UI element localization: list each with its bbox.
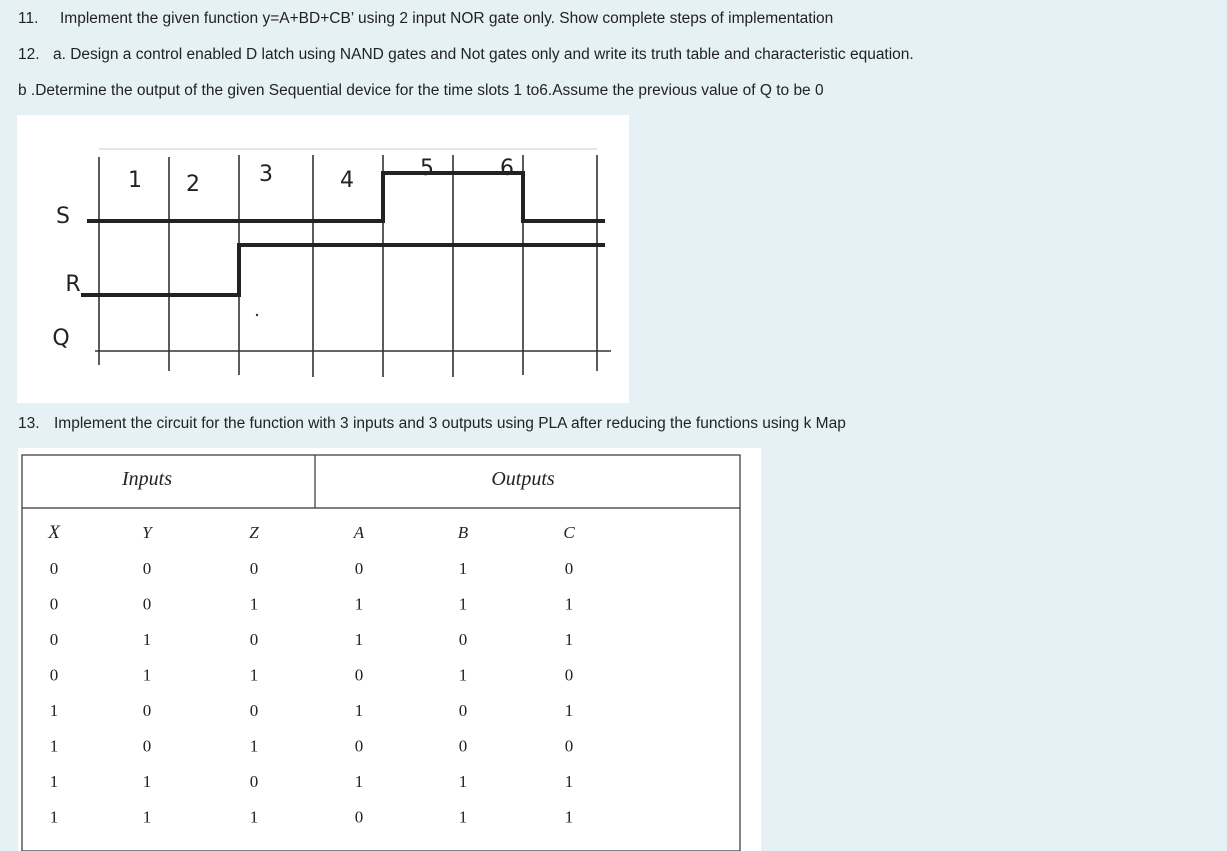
table-cell: 1 xyxy=(458,772,468,791)
table-cell: 0 xyxy=(49,665,59,685)
timing-diagram-svg xyxy=(17,115,629,403)
table-cell: 1 xyxy=(49,807,59,827)
table-cell: 1 xyxy=(564,701,574,720)
table-row xyxy=(50,737,574,756)
table-row xyxy=(50,559,574,578)
question-12b xyxy=(18,82,824,100)
signal-label-q: Q xyxy=(52,326,70,351)
table-cell: 1 xyxy=(142,630,152,649)
table-cell: 0 xyxy=(249,772,259,791)
table-cell: 0 xyxy=(354,665,364,685)
table-cell: 0 xyxy=(142,701,152,720)
table-cell: 1 xyxy=(564,594,574,614)
table-cell: 1 xyxy=(354,701,364,720)
question-text: Implement the given function y=A+BD+CB’ using 2 input NOR gate only. Show complete steps of implementation xyxy=(60,10,834,27)
table-cell: 0 xyxy=(49,630,59,649)
slot-label-5: 5 xyxy=(420,156,434,181)
inputs-group-header: Inputs xyxy=(122,468,172,490)
question-number: 11. xyxy=(18,10,39,27)
table-cell: 1 xyxy=(49,772,59,791)
column-header-c: C xyxy=(563,523,575,542)
table-cell: 0 xyxy=(142,736,152,756)
question-text: Implement the circuit for the function with 3 inputs and 3 outputs using PLA after reducing the functions using k Map xyxy=(54,415,846,432)
table-cell: 0 xyxy=(49,594,59,614)
table-cell: 0 xyxy=(458,701,468,720)
table-cell: 1 xyxy=(49,736,59,756)
question-number: 12. xyxy=(18,46,40,63)
slot-label-6: 6 xyxy=(500,156,514,181)
question-11 xyxy=(18,10,833,28)
table-cell: 0 xyxy=(249,630,259,649)
table-cell: 1 xyxy=(354,594,364,614)
table-border xyxy=(22,455,740,851)
signal-label-s: S xyxy=(56,204,70,229)
question-text: b .Determine the output of the given Sequential device for the time slots 1 to6.Assume the previous value of Q to be 0 xyxy=(18,82,824,99)
column-header-a: A xyxy=(353,523,365,542)
column-headers xyxy=(47,522,575,543)
column-header-x: X xyxy=(48,522,60,543)
table-cell: 0 xyxy=(249,559,259,578)
table-cell: 1 xyxy=(142,665,152,685)
table-cell: 1 xyxy=(354,772,364,791)
truth-table-panel xyxy=(18,448,761,851)
timing-diagram xyxy=(17,115,629,403)
table-cell: 0 xyxy=(564,665,574,685)
signal-label-r: R xyxy=(65,272,81,297)
question-number: 13. xyxy=(18,415,40,432)
table-row xyxy=(50,808,574,827)
table-cell: 1 xyxy=(142,772,152,791)
table-row xyxy=(50,772,574,791)
slot-label-3: 3 xyxy=(259,162,273,187)
question-text: a. Design a control enabled D latch using NAND gates and Not gates only and write its truth table and characteristic equation. xyxy=(53,46,914,63)
column-header-b: B xyxy=(457,523,469,542)
table-cell: 1 xyxy=(564,772,574,791)
table-row xyxy=(50,701,574,720)
table-cell: 1 xyxy=(249,807,259,827)
table-cell: 0 xyxy=(564,736,574,756)
table-cell: 1 xyxy=(458,807,468,827)
column-header-z: Z xyxy=(249,523,259,542)
table-cell: 1 xyxy=(458,594,468,614)
table-cell: 0 xyxy=(564,559,574,578)
table-cell: 1 xyxy=(249,594,259,614)
table-cell: 1 xyxy=(249,736,259,756)
table-cell: 0 xyxy=(354,736,364,756)
table-cell: 0 xyxy=(249,701,259,720)
table-cell: 0 xyxy=(142,559,152,578)
table-cell: 0 xyxy=(458,736,468,756)
table-row xyxy=(50,595,574,614)
table-cell: 1 xyxy=(49,701,59,720)
outputs-group-header: Outputs xyxy=(491,468,555,490)
table-cell: 1 xyxy=(564,630,574,649)
table-cell: 1 xyxy=(354,630,364,649)
truth-table xyxy=(18,448,761,851)
speck xyxy=(256,314,258,316)
r-waveform xyxy=(81,245,605,295)
table-cell: 0 xyxy=(49,559,59,578)
table-cell: 1 xyxy=(142,807,152,827)
column-header-y: Y xyxy=(142,523,152,542)
table-cell: 0 xyxy=(354,559,364,578)
slot-label-4: 4 xyxy=(340,168,354,193)
table-row xyxy=(50,630,574,649)
question-13 xyxy=(18,415,846,433)
table-cell: 0 xyxy=(142,594,152,614)
table-cell: 0 xyxy=(458,630,468,649)
table-cell: 1 xyxy=(564,807,574,827)
question-12a xyxy=(18,46,914,64)
slot-label-2: 2 xyxy=(186,172,200,197)
table-cell: 1 xyxy=(458,559,468,578)
table-cell: 0 xyxy=(354,807,364,827)
slot-label-1: 1 xyxy=(128,168,142,193)
table-row xyxy=(50,666,574,685)
table-body xyxy=(50,559,574,827)
table-cell: 1 xyxy=(249,665,259,685)
table-cell: 1 xyxy=(458,665,468,685)
